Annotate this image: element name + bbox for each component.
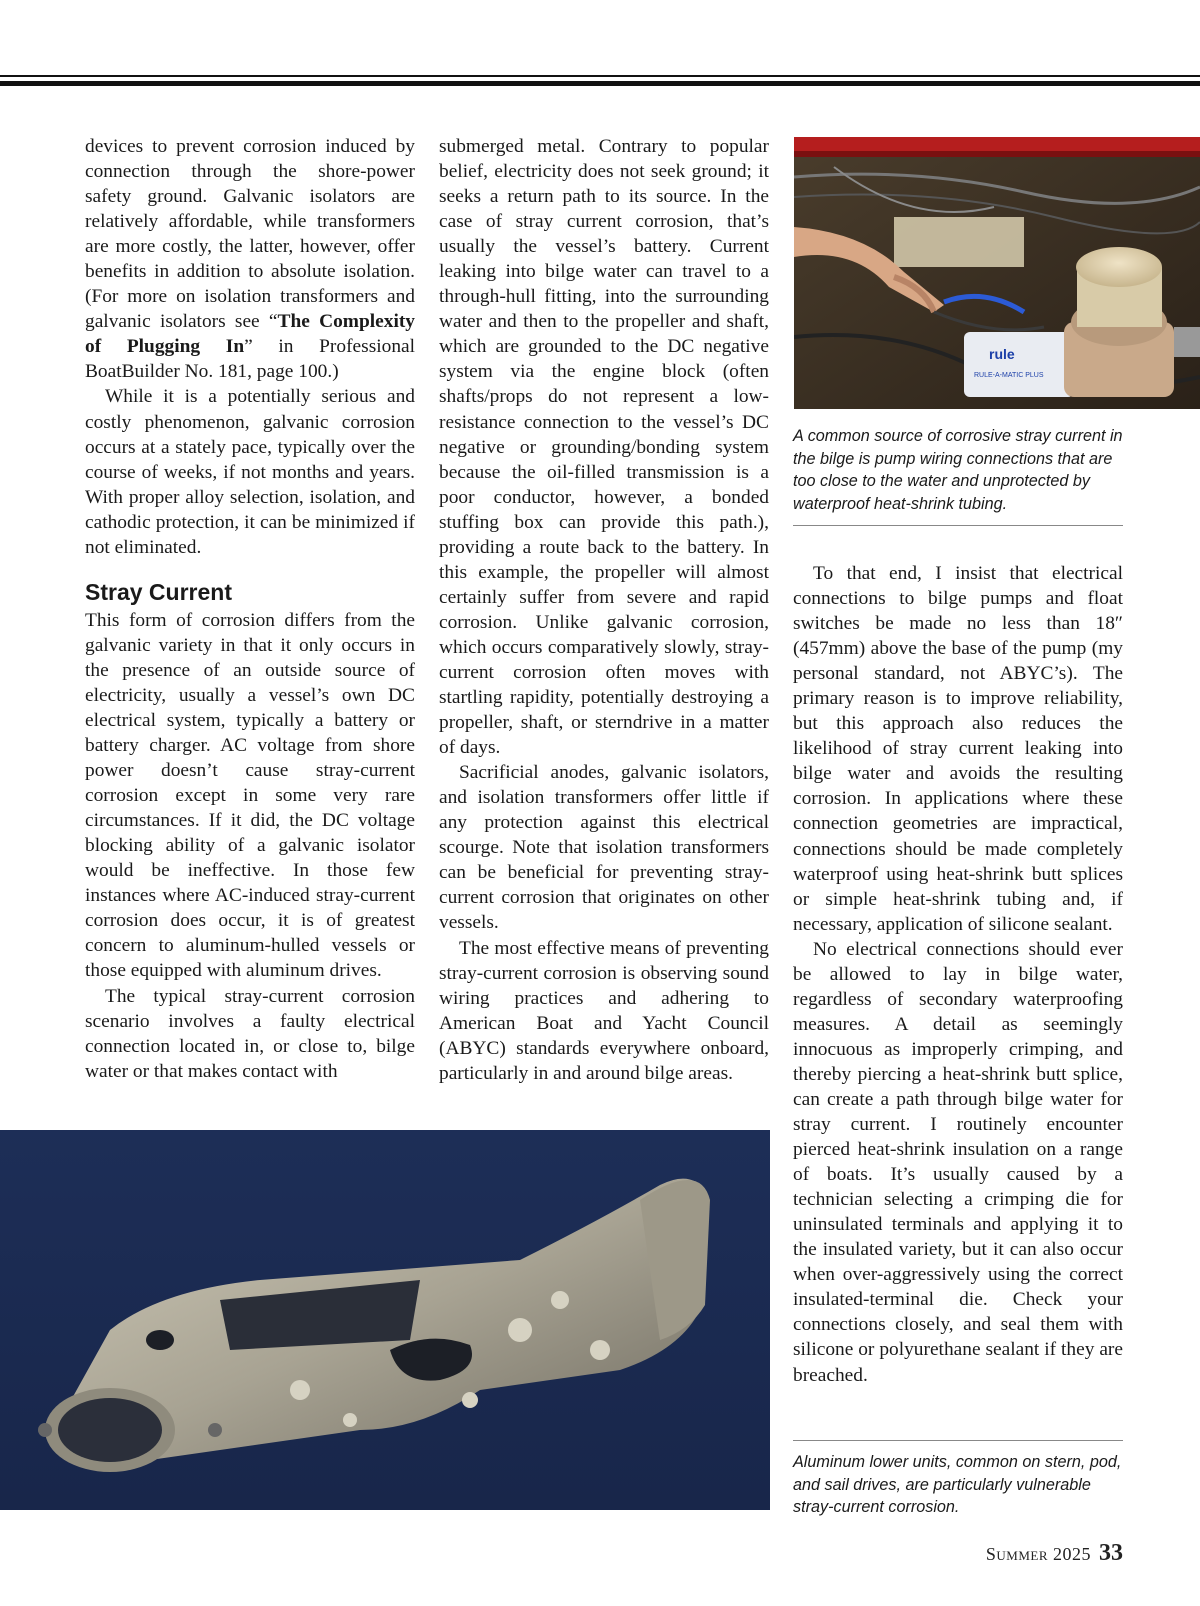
pump-brand-label: rule xyxy=(989,346,1015,362)
text-column-2 xyxy=(439,134,769,1086)
pump-model-label: RULE-A-MATIC PLUS xyxy=(974,372,1044,379)
paragraph: To that end, I insist that electrical connections to bilge pumps and float switches be made no less than 18″ (457mm) above the base of the pump (my personal standard, not ABYC’s). The primary reason is to improve reliability, but this approach also reduces the likelihood of stray current leaking into bilge water and avoids the resulting corrosion. In applications where these connection geometries are impractical, connections should be made completely waterproof using heat-shrink butt splices or simple heat-shrink tubing and, if necessary, application of silicone sealant. xyxy=(793,563,1123,935)
paragraph: The most effective means of preventing stray-current corrosion is observing sound wiring practices and adhering to American Boat and Yacht Council (ABYC) standards everywhere onboard, particularly in and around bilge areas. xyxy=(439,937,769,1084)
header-rule-thin xyxy=(0,75,1200,77)
page-number: 33 xyxy=(1099,1540,1123,1566)
bilge-photo-caption: A common source of corrosive stray current in the bilge is pump wiring connections that are too close to the water and unprotected by waterproof heat-shrink tubing. xyxy=(793,425,1123,526)
page-folio xyxy=(986,1540,1123,1567)
text-column-1 xyxy=(85,134,415,1084)
paragraph: Sacrificial anodes, galvanic isolators, and isolation transformers offer little if any protection against this electrical scourge. Note that isolation transformers can be beneficial for preventing stray-current corrosion that originates on other vessels. xyxy=(439,762,769,934)
text-column-3 xyxy=(793,561,1123,1388)
paragraph: The typical stray-current corrosion scenario involves a faulty electrical connection located in, or close to, bilge water or that makes contact with xyxy=(85,985,415,1082)
paragraph: devices to prevent corrosion induced by connection through the shore-power safety ground. Galvanic isolators are relatively affordable, while transformers are more costly, the latter, however, offer benefits in addition to absolute isolation. (For more on isolation transformers and galvanic isolators see “The Complexity of Plugging In” in Professional BoatBuilder No. 181, page 100.) xyxy=(85,136,416,383)
issue-label: Summer 2025 xyxy=(985,1544,1091,1564)
bilge-wiring-photo xyxy=(794,137,1200,409)
drive-photo-caption: Aluminum lower units, common on stern, pod, and sail drives, are particularly vulnerable stray-current corrosion. xyxy=(793,1440,1123,1519)
section-heading: Stray Current xyxy=(85,578,232,605)
paragraph: This form of corrosion differs from the galvanic variety in that it only occurs in the presence of an outside source of electricity, usually a vessel’s own DC electrical system, typically a battery or battery charger. AC voltage from shore power doesn’t cause stray-current corrosion except in some very rare circumstances. If it did, the DC voltage blocking ability of a galvanic isolator would be ineffective. In those few instances where AC-induced stray-current corrosion does occur, it is of greatest concern to aluminum-hulled vessels or those equipped with aluminum drives. xyxy=(85,609,415,982)
paragraph: No electrical connections should ever be allowed to lay in bilge water, regardless of secondary waterproofing measures. A detail as seemingly innocuous as improperly crimping, and thereby piercing a heat-shrink butt splice, can create a path through bilge water for stray current. I routinely encounter pierced heat-shrink insulation on a range of boats. It’s usually caused by a technician selecting a crimping die for uninsulated terminals and applying it to the insulated variety, but it can also occur when over-aggressively using the correct insulated-terminal die. Check your connections closely, and seal them with silicone or polyurethane sealant if they are breached. xyxy=(793,938,1123,1386)
paragraph: submerged metal. Contrary to popular belief, electricity does not seek ground; it seeks a return path to its source. In the case of stray current corrosion, that’s usually the vessel’s battery. Current leaking into bilge water can travel to a through-hull fitting, into the surrounding water and then to the propeller and shaft, which are grounded to the DC negative system via the engine block (often shafts/props do not represent a low-resistance connection to the vessel’s DC negative or grounding/bonding system because the oil-filled transmission is a poor conductor, however, a bonded stuffing box can provide this path.), providing a route back to the battery. In this example, the propeller will almost certainly suffer from severe and rapid corrosion. Unlike galvanic corrosion, which occurs comparatively slowly, stray-current corrosion often moves with startling rapidity, potentially destroying a propeller, shaft, or sterndrive in a matter of days. xyxy=(439,136,769,759)
corroded-drive-photo xyxy=(0,1130,770,1510)
article-reference: The Complexity of Plugging In xyxy=(85,311,415,358)
paragraph: While it is a potentially serious and costly phenomenon, galvanic corrosion occurs at a stately pace, typically over the course of weeks, if not months and years. With proper alloy selection, isolation, and cathodic protection, it can be minimized if not eliminated. xyxy=(85,386,415,558)
header-rule-thick xyxy=(0,81,1200,86)
